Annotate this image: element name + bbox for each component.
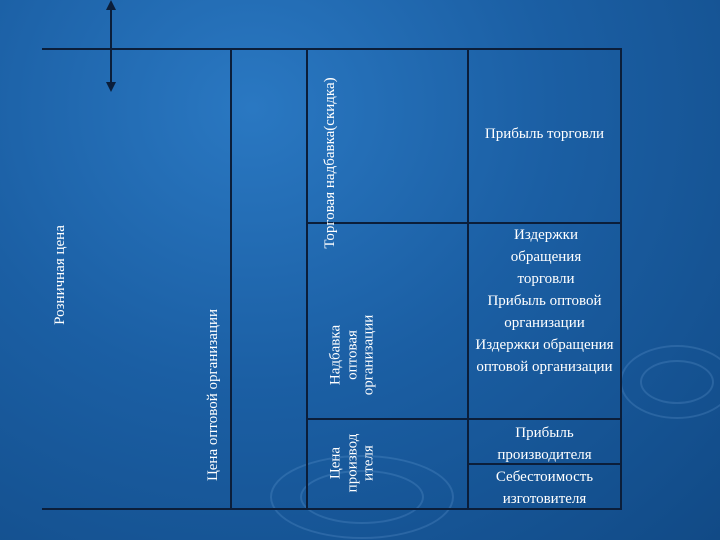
markup-column-line	[306, 50, 308, 508]
producer-price-label: Цена производ ителя	[327, 433, 377, 493]
producer-profit-label: Прибыль производителя	[497, 425, 592, 463]
wholesale-profit-label: Прибыль оптовой организации	[487, 293, 602, 331]
wholesale-org-price-label: Цена оптовой организации	[204, 308, 221, 482]
top-border-line	[42, 48, 622, 50]
retail-price-label: Розничная цена	[51, 225, 68, 325]
trade-markup-label: Торговая надбавка(скидка)	[321, 77, 338, 249]
manufacturing-cost-label: Себестоимость изготовителя	[495, 469, 594, 507]
wholesale-costs-label: Издержки обращения оптовой организации	[475, 337, 614, 375]
trade-costs-label: Издержки обращения торговли	[510, 227, 582, 287]
label-area-right-line	[620, 48, 622, 510]
wholesale-column-line	[230, 50, 232, 508]
trade-profit-label: Прибыль торговли	[484, 126, 605, 142]
ripple-decoration	[620, 345, 720, 419]
range-arrow-icon	[97, 0, 127, 100]
wholesale-markup-label: Надбавка оптовая организации	[327, 314, 377, 396]
separator-wholesale-markup	[308, 418, 622, 420]
